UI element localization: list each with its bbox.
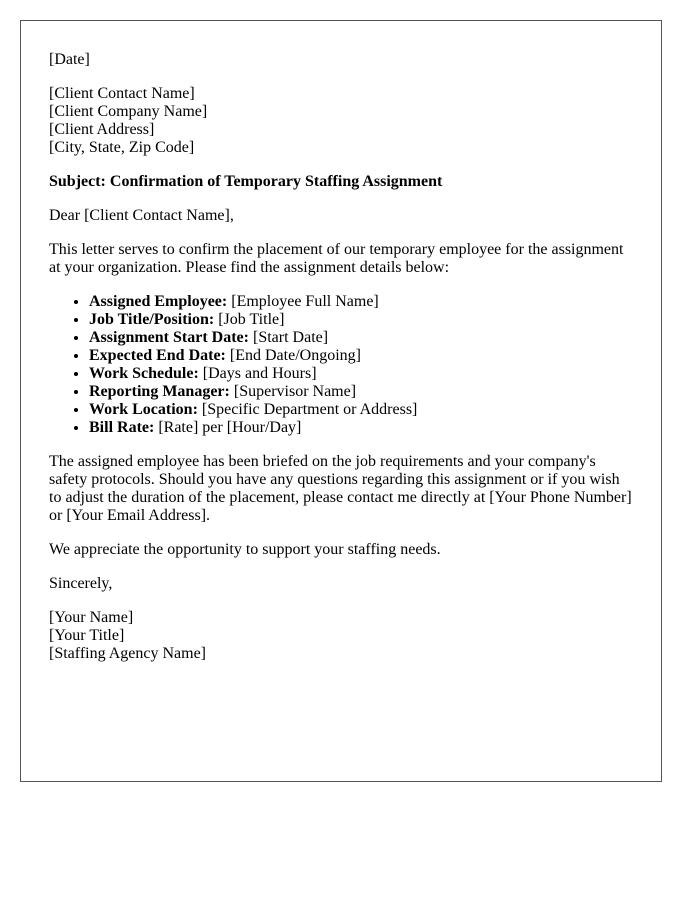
- signature-block: [49, 609, 633, 663]
- list-item: [89, 293, 633, 311]
- detail-value: [End Date/Ongoing]: [225, 347, 361, 364]
- recipient-block: [49, 85, 633, 157]
- detail-label: Expected End Date:: [89, 347, 226, 364]
- list-item: [89, 347, 633, 365]
- detail-value: [Rate] per [Hour/Day]: [154, 419, 302, 436]
- salutation: Dear [Client Contact Name],: [49, 207, 234, 224]
- recipient-company-name: [Client Company Name]: [49, 103, 208, 120]
- subject-line: Subject: Confirmation of Temporary Staffing Assignment: [49, 173, 443, 190]
- recipient-address: [Client Address]: [49, 121, 155, 138]
- detail-value: [Supervisor Name]: [229, 383, 357, 400]
- detail-value: [Start Date]: [248, 329, 329, 346]
- detail-label: Reporting Manager:: [89, 383, 230, 400]
- detail-value: [Job Title]: [214, 311, 285, 328]
- detail-label: Work Location:: [89, 401, 198, 418]
- list-item: [89, 401, 633, 419]
- closing: Sincerely,: [49, 575, 113, 592]
- detail-label: Work Schedule:: [89, 365, 199, 382]
- appreciation-paragraph: We appreciate the opportunity to support your staffing needs.: [49, 541, 441, 558]
- detail-value: [Employee Full Name]: [227, 293, 379, 310]
- assignment-details-list: [49, 293, 633, 437]
- detail-label: Assignment Start Date:: [89, 329, 249, 346]
- signature-name: [Your Name]: [49, 609, 134, 626]
- detail-label: Bill Rate:: [89, 419, 155, 436]
- letter: [20, 20, 662, 782]
- body-paragraph: The assigned employee has been briefed on the job requirements and your company's safety protocols. Should you have any questions regarding this assignment or if you wish to adjust the duration of the placement, please contact me directly at [Your Phone Number] or [Your Email Address].: [49, 453, 632, 524]
- list-item: [89, 365, 633, 383]
- list-item: [89, 419, 633, 437]
- signature-title: [Your Title]: [49, 627, 125, 644]
- detail-label: Job Title/Position:: [89, 311, 215, 328]
- detail-label: Assigned Employee:: [89, 293, 228, 310]
- detail-value: [Days and Hours]: [198, 365, 317, 382]
- list-item: [89, 383, 633, 401]
- list-item: [89, 311, 633, 329]
- intro-paragraph: This letter serves to confirm the placement of our temporary employee for the assignment at your organization. Please find the assignment details below:: [49, 241, 624, 276]
- signature-agency: [Staffing Agency Name]: [49, 645, 206, 662]
- letter-date: [Date]: [49, 51, 90, 68]
- recipient-city-state-zip: [City, State, Zip Code]: [49, 139, 195, 156]
- detail-value: [Specific Department or Address]: [197, 401, 418, 418]
- recipient-contact-name: [Client Contact Name]: [49, 85, 195, 102]
- list-item: [89, 329, 633, 347]
